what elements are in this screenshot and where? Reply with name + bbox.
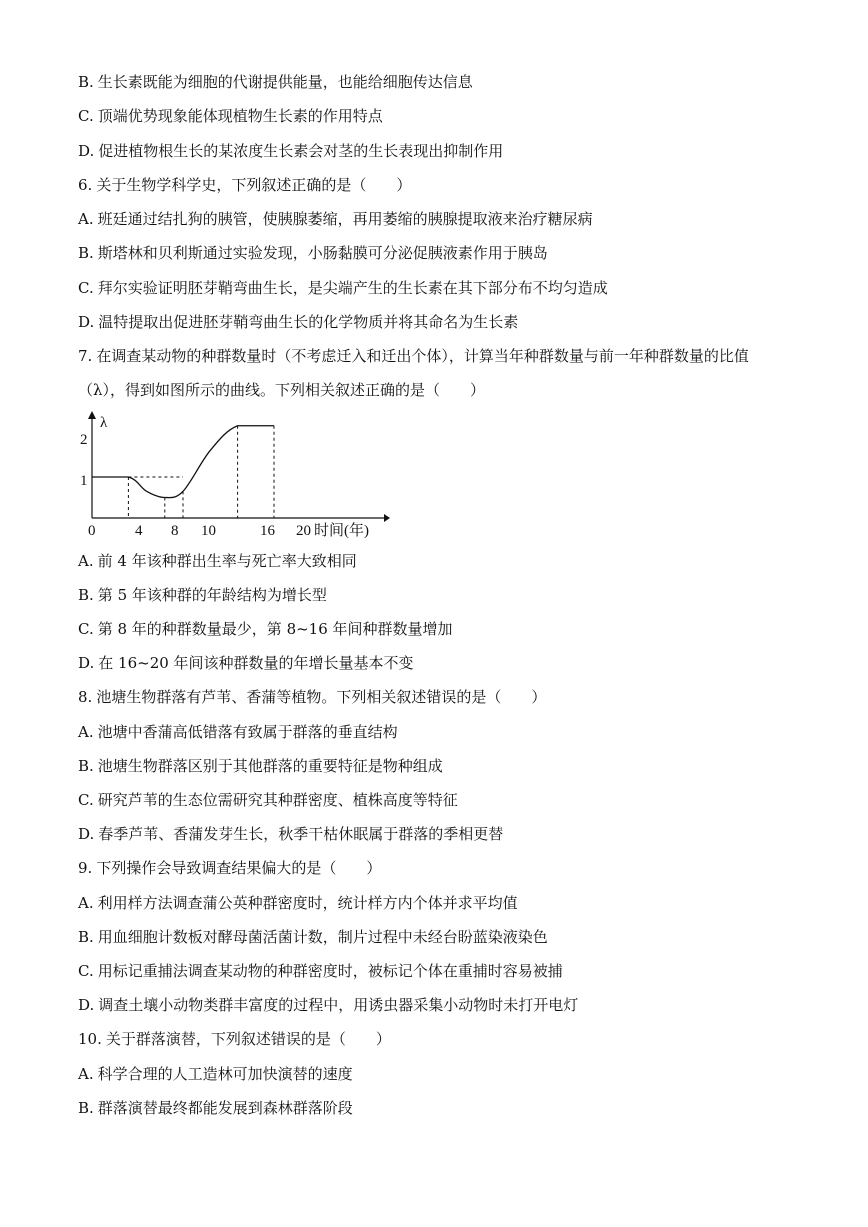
option-label: C. [78, 962, 94, 980]
q8-option-a [78, 722, 398, 742]
option-label: C. [78, 107, 94, 125]
q7-stem-line2 [78, 380, 485, 400]
q6-stem [78, 175, 411, 195]
question-stem: 在调查某动物的种群数量时（不考虑迁入和迁出个体），计算当年种群数量与前一年种群数量的比值 [96, 347, 749, 365]
option-text: 用血细胞计数板对酵母菌活菌计数，制片过程中未经台盼蓝染液染色 [97, 928, 548, 946]
origin-label: 0 [88, 523, 96, 539]
option-label: A. [78, 210, 94, 228]
q9-stem [78, 858, 381, 878]
q7-stem-line1 [78, 346, 749, 366]
chart-guides [128, 426, 274, 518]
option-text: 池塘中香蒲高低错落有致属于群落的垂直结构 [97, 723, 398, 741]
question-stem: 关于生物学科学史，下列叙述正确的是（ ） [96, 176, 412, 194]
q10-option-a [78, 1064, 353, 1084]
option-label: B. [78, 928, 94, 946]
y-tick-label-2: 2 [80, 432, 88, 448]
option-label: D. [78, 313, 95, 331]
q9-option-b [78, 927, 548, 947]
option-text: 利用样方法调查蒲公英种群密度时，统计样方内个体并求平均值 [97, 894, 518, 912]
x-axis-arrow [384, 514, 390, 522]
question-number: 6. [78, 176, 93, 194]
option-text: 用标记重捕法调查某动物的种群密度时，被标记个体在重捕时容易被捕 [97, 962, 563, 980]
option-text: 温特提取出促进胚芽鞘弯曲生长的化学物质并将其命名为生长素 [98, 313, 519, 331]
q7-option-d [78, 653, 414, 673]
y-axis-label: λ [100, 415, 108, 431]
option-text: 科学合理的人工造林可加快演替的速度 [97, 1065, 353, 1083]
q8-stem [78, 687, 546, 707]
option-label: B. [78, 586, 94, 604]
option-label: B. [78, 757, 94, 775]
q8-option-b [78, 756, 443, 776]
question-stem: 下列操作会导致调查结果偏大的是（ ） [96, 859, 382, 877]
x-axis-label: 时间(年) [314, 523, 369, 539]
option-label: D. [78, 996, 95, 1014]
question-number: 9. [78, 859, 93, 877]
q6-option-d [78, 312, 518, 332]
option-label: A. [78, 1065, 94, 1083]
option-label: B. [78, 1099, 94, 1117]
lambda-curve-figure [78, 408, 390, 540]
x-tick-label-10: 10 [201, 523, 216, 539]
q7-option-b [78, 585, 327, 605]
q6-option-a [78, 209, 593, 229]
q6-option-c [78, 278, 608, 298]
option-label: A. [78, 723, 94, 741]
lambda-curve [92, 426, 274, 498]
q9-option-a [78, 893, 518, 913]
option-label: C. [78, 620, 94, 638]
option-text: 班廷通过结扎狗的胰管，使胰腺萎缩，再用萎缩的胰腺提取液来治疗糖尿病 [97, 210, 593, 228]
option-label: D. [78, 825, 95, 843]
option-label: C. [78, 791, 94, 809]
option-label: D. [78, 142, 95, 160]
option-text: 研究芦苇的生态位需研究其种群密度、植株高度等特征 [97, 791, 458, 809]
q8-option-d [78, 824, 503, 844]
question-stem-continued: （λ），得到如图所示的曲线。下列相关叙述正确的是（ ） [78, 381, 486, 399]
option-text: 调查土壤小动物类群丰富度的过程中，用诱虫器采集小动物时未打开电灯 [98, 996, 579, 1014]
question-number: 10. [78, 1030, 102, 1048]
x-tick-label-8: 8 [171, 523, 179, 539]
q10-option-b [78, 1098, 353, 1118]
question-number: 8. [78, 688, 93, 706]
x-tick-label-20: 20 [296, 523, 311, 539]
q7-option-a [78, 551, 357, 571]
option-text: 斯塔林和贝利斯通过实验发现，小肠黏膜可分泌促胰液素作用于胰岛 [97, 244, 548, 262]
q6-option-b [78, 243, 548, 263]
y-tick-label-1: 1 [80, 473, 88, 489]
option-text: 生长素既能为细胞的代谢提供能量，也能给细胞传达信息 [97, 73, 473, 91]
option-label: A. [78, 552, 94, 570]
option-text: 第 5 年该种群的年龄结构为增长型 [97, 586, 327, 604]
q9-option-c [78, 961, 563, 981]
option-text: 顶端优势现象能体现植物生长素的作用特点 [97, 107, 383, 125]
option-label: B. [78, 73, 94, 91]
option-text: 池塘生物群落区别于其他群落的重要特征是物种组成 [97, 757, 443, 775]
option-label: B. [78, 244, 94, 262]
option-label: C. [78, 279, 94, 297]
q8-option-c [78, 790, 458, 810]
x-tick-label-4: 4 [135, 523, 143, 539]
option-text: 第 8 年的种群数量最少，第 8~16 年间种群数量增加 [97, 620, 453, 638]
q9-option-d [78, 995, 578, 1015]
y-axis-arrow [88, 411, 96, 419]
q5-option-c [78, 106, 383, 126]
option-text: 前 4 年该种群出生率与死亡率大致相同 [97, 552, 357, 570]
q5-option-d [78, 141, 503, 161]
option-label: A. [78, 894, 94, 912]
q10-stem [78, 1029, 391, 1049]
option-text: 在 16~20 年间该种群数量的年增长量基本不变 [98, 654, 414, 672]
option-text: 春季芦苇、香蒲发芽生长，秋季干枯休眠属于群落的季相更替 [98, 825, 504, 843]
option-text: 促进植物根生长的某浓度生长素会对茎的生长表现出抑制作用 [98, 142, 504, 160]
question-number: 7. [78, 347, 93, 365]
option-label: D. [78, 654, 95, 672]
option-text: 群落演替最终都能发展到森林群落阶段 [97, 1099, 353, 1117]
x-tick-label-16: 16 [260, 523, 275, 539]
question-stem: 池塘生物群落有芦苇、香蒲等植物。下列相关叙述错误的是（ ） [96, 688, 547, 706]
q7-option-c [78, 619, 453, 639]
question-stem: 关于群落演替，下列叙述错误的是（ ） [105, 1030, 391, 1048]
q5-option-b [78, 72, 473, 92]
option-text: 拜尔实验证明胚芽鞘弯曲生长，是尖端产生的生长素在其下部分布不均匀造成 [97, 279, 608, 297]
